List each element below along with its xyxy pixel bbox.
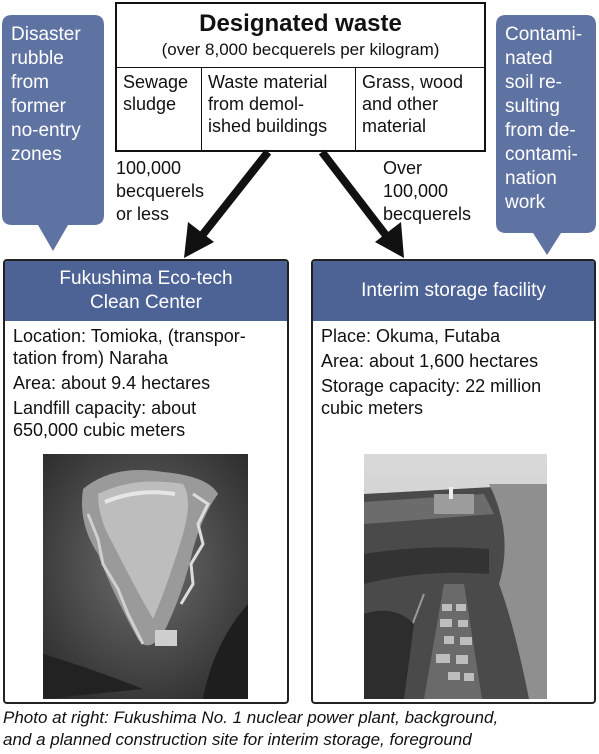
eco-center-area: Area: about 9.4 hectares: [13, 373, 211, 393]
category-demolition-waste: Waste material from demol- ished buildings: [201, 68, 355, 150]
power-plant-aerial-photo: [364, 454, 547, 699]
interim-storage-place: Place: Okuma, Futaba: [321, 326, 501, 346]
left-callout-text: Disaster rubble from former no-entry zones: [11, 24, 81, 165]
arrow-left-label: 100,000 becquerels or less: [116, 158, 205, 224]
interim-storage-area: Area: about 1,600 hectares: [321, 351, 539, 371]
arrow-right-label: Over 100,000 becquerels: [383, 158, 472, 224]
category-grass-wood: Grass, wood and other material: [355, 68, 484, 150]
eco-center-box: [3, 259, 289, 704]
eco-center-capacity: Landfill capacity: about 650,000 cubic meters: [13, 398, 197, 440]
flow-arrows: [0, 0, 599, 270]
photo-caption: Photo at right: Fukushima No. 1 nuclear power plant, background, and a planned construction site for interim storage, foreground: [3, 708, 499, 749]
landfill-aerial-photo: [43, 454, 248, 699]
designated-waste-title: Designated waste: [199, 10, 402, 37]
right-callout-text: Contami- nated soil re- sulting from de- contami- nation work: [505, 24, 583, 213]
category-sewage-sludge: Sewage sludge: [123, 72, 189, 114]
designated-waste-subtitle: (over 8,000 becquerels per kilogram): [161, 40, 440, 59]
interim-storage-box: [311, 259, 596, 704]
eco-center-details: [5, 321, 287, 448]
interim-storage-details: [313, 321, 594, 426]
interim-storage-title: Interim storage facility: [313, 261, 594, 321]
eco-center-title: Fukushima Eco-tech Clean Center: [5, 261, 287, 321]
eco-center-location: Location: Tomioka, (transpor- tation from) Naraha: [13, 326, 246, 368]
interim-storage-capacity: Storage capacity: 22 million cubic meters: [321, 376, 542, 418]
